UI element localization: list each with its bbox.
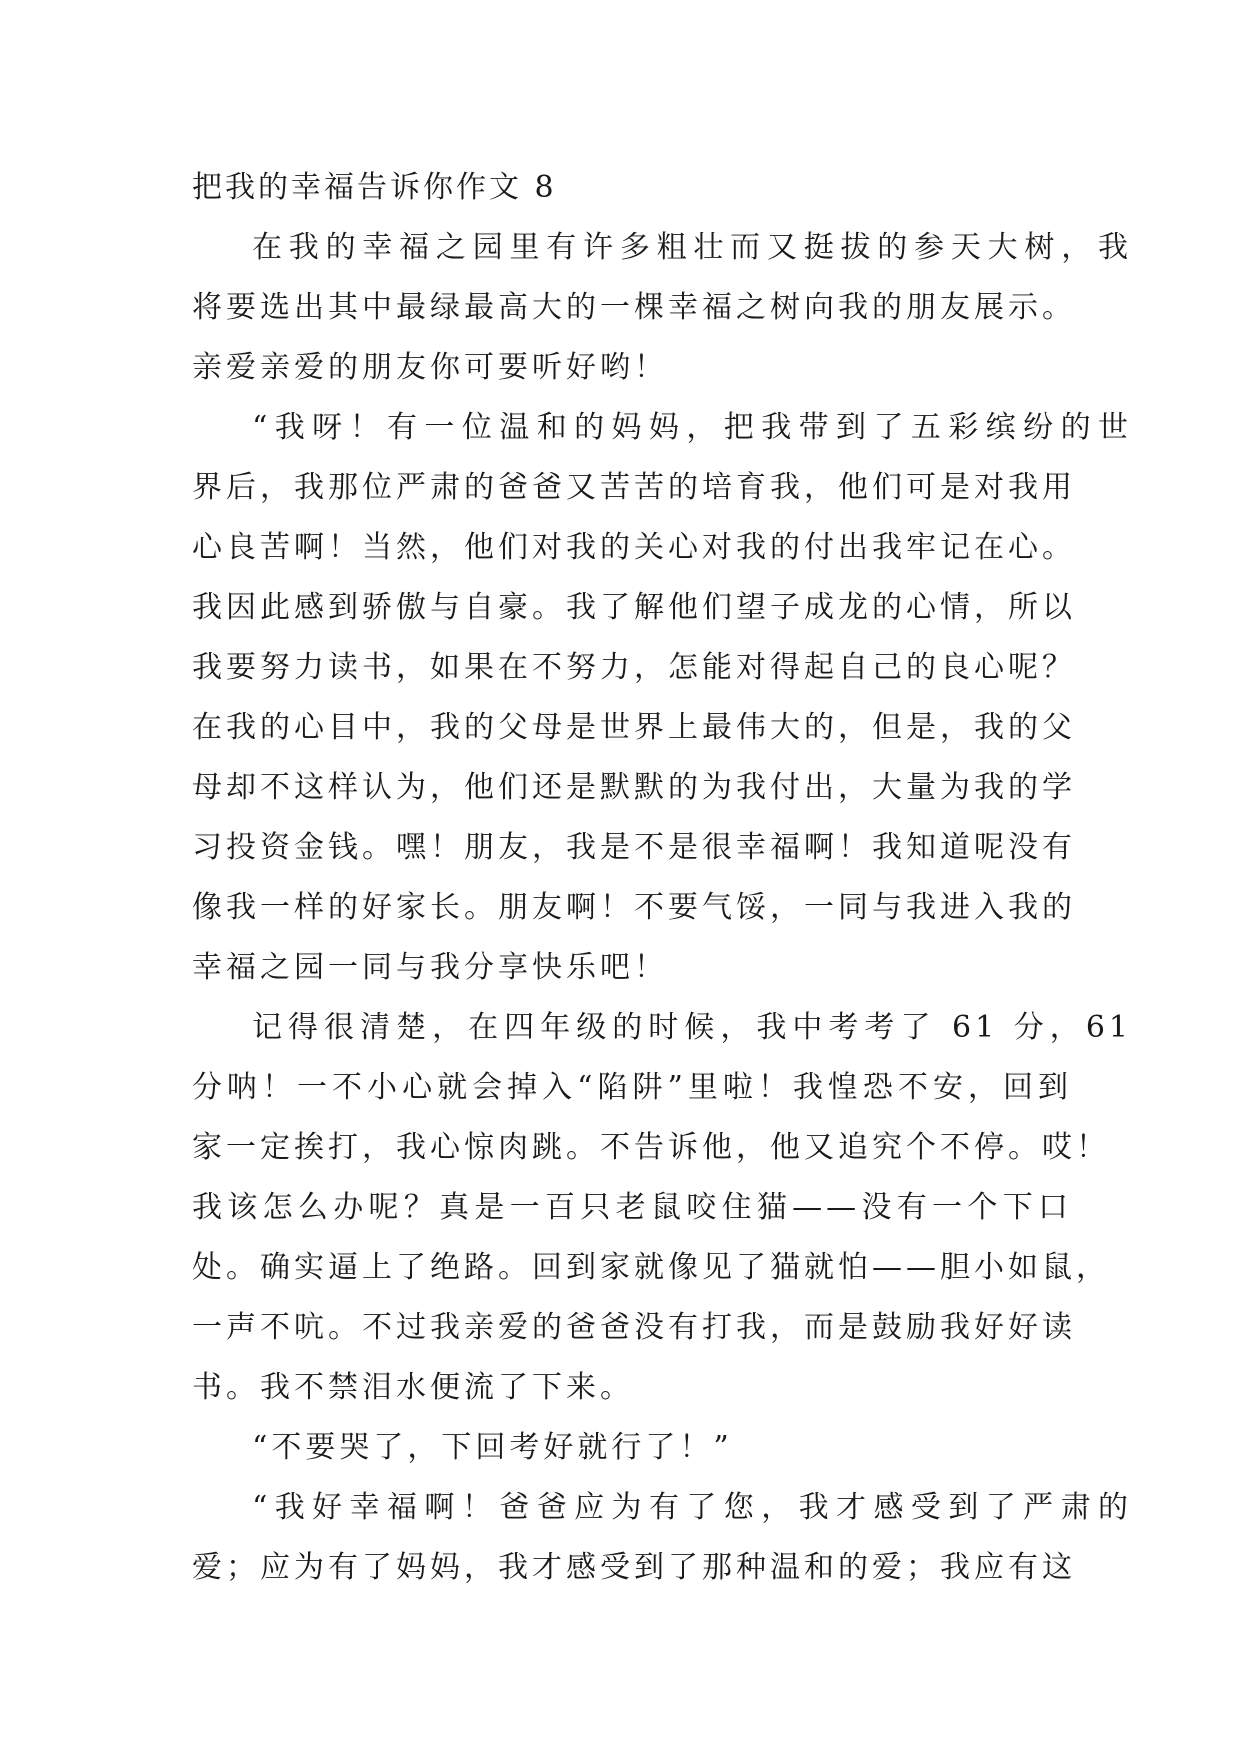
paragraph-1-line-1: 在我的幸福之园里有许多粗壮而又挺拔的参天大树，我 <box>252 230 1132 265</box>
paragraph-2-line-7: 母却不这样认为，他们还是默默的为我付出，大量为我的学 <box>192 770 1076 805</box>
paragraph-2-line-1: “我呀！有一位温和的妈妈，把我带到了五彩缤纷的世 <box>252 410 1132 445</box>
paragraph-5-line-1: “我好幸福啊！爸爸应为有了您，我才感受到了严肃的 <box>252 1490 1132 1525</box>
essay-title: 把我的幸福告诉你作文 8 <box>192 170 557 205</box>
paragraph-3-line-4: 我该怎么办呢？真是一百只老鼠咬住猫——没有一个下口 <box>192 1190 1072 1225</box>
paragraph-4-line-1: “不要哭了，下回考好就行了！” <box>252 1430 733 1465</box>
paragraph-2-line-10: 幸福之园一同与我分享快乐吧！ <box>192 950 668 985</box>
paragraph-2-line-5: 我要努力读书，如果在不努力，怎能对得起自己的良心呢？ <box>192 650 1076 685</box>
paragraph-1-line-3: 亲爱亲爱的朋友你可要听好哟！ <box>192 350 668 385</box>
paragraph-5-line-2: 爱；应为有了妈妈，我才感受到了那种温和的爱；我应有这 <box>192 1550 1076 1585</box>
paragraph-2-line-3: 心良苦啊！当然，他们对我的关心对我的付出我牢记在心。 <box>192 530 1076 565</box>
paragraph-3-line-1: 记得很清楚，在四年级的时候，我中考考了 61 分，61 <box>252 1010 1132 1045</box>
paragraph-3-line-3: 家一定挨打，我心惊肉跳。不告诉他，他又追究个不停。哎！ <box>192 1130 1110 1165</box>
paragraph-1-line-2: 将要选出其中最绿最高大的一棵幸福之树向我的朋友展示。 <box>192 290 1076 325</box>
paragraph-2-line-2: 界后，我那位严肃的爸爸又苦苦的培育我，他们可是对我用 <box>192 470 1076 505</box>
essay-body <box>192 158 1132 1598</box>
paragraph-2-line-4: 我因此感到骄傲与自豪。我了解他们望子成龙的心情，所以 <box>192 590 1076 625</box>
paragraph-2-line-9: 像我一样的好家长。朋友啊！不要气馁，一同与我进入我的 <box>192 890 1076 925</box>
paragraph-3-line-7: 书。我不禁泪水便流了下来。 <box>192 1370 634 1405</box>
paragraph-2-line-8: 习投资金钱。嘿！朋友，我是不是很幸福啊！我知道呢没有 <box>192 830 1076 865</box>
paragraph-2-line-6: 在我的心目中，我的父母是世界上最伟大的，但是，我的父 <box>192 710 1076 745</box>
paragraph-3-line-5: 处。确实逼上了绝路。回到家就像见了猫就怕——胆小如鼠， <box>192 1250 1110 1285</box>
paragraph-3-line-2: 分呐！一不小心就会掉入“陷阱”里啦！我惶恐不安，回到 <box>192 1070 1072 1105</box>
paragraph-3-line-6: 一声不吭。不过我亲爱的爸爸没有打我，而是鼓励我好好读 <box>192 1310 1076 1345</box>
